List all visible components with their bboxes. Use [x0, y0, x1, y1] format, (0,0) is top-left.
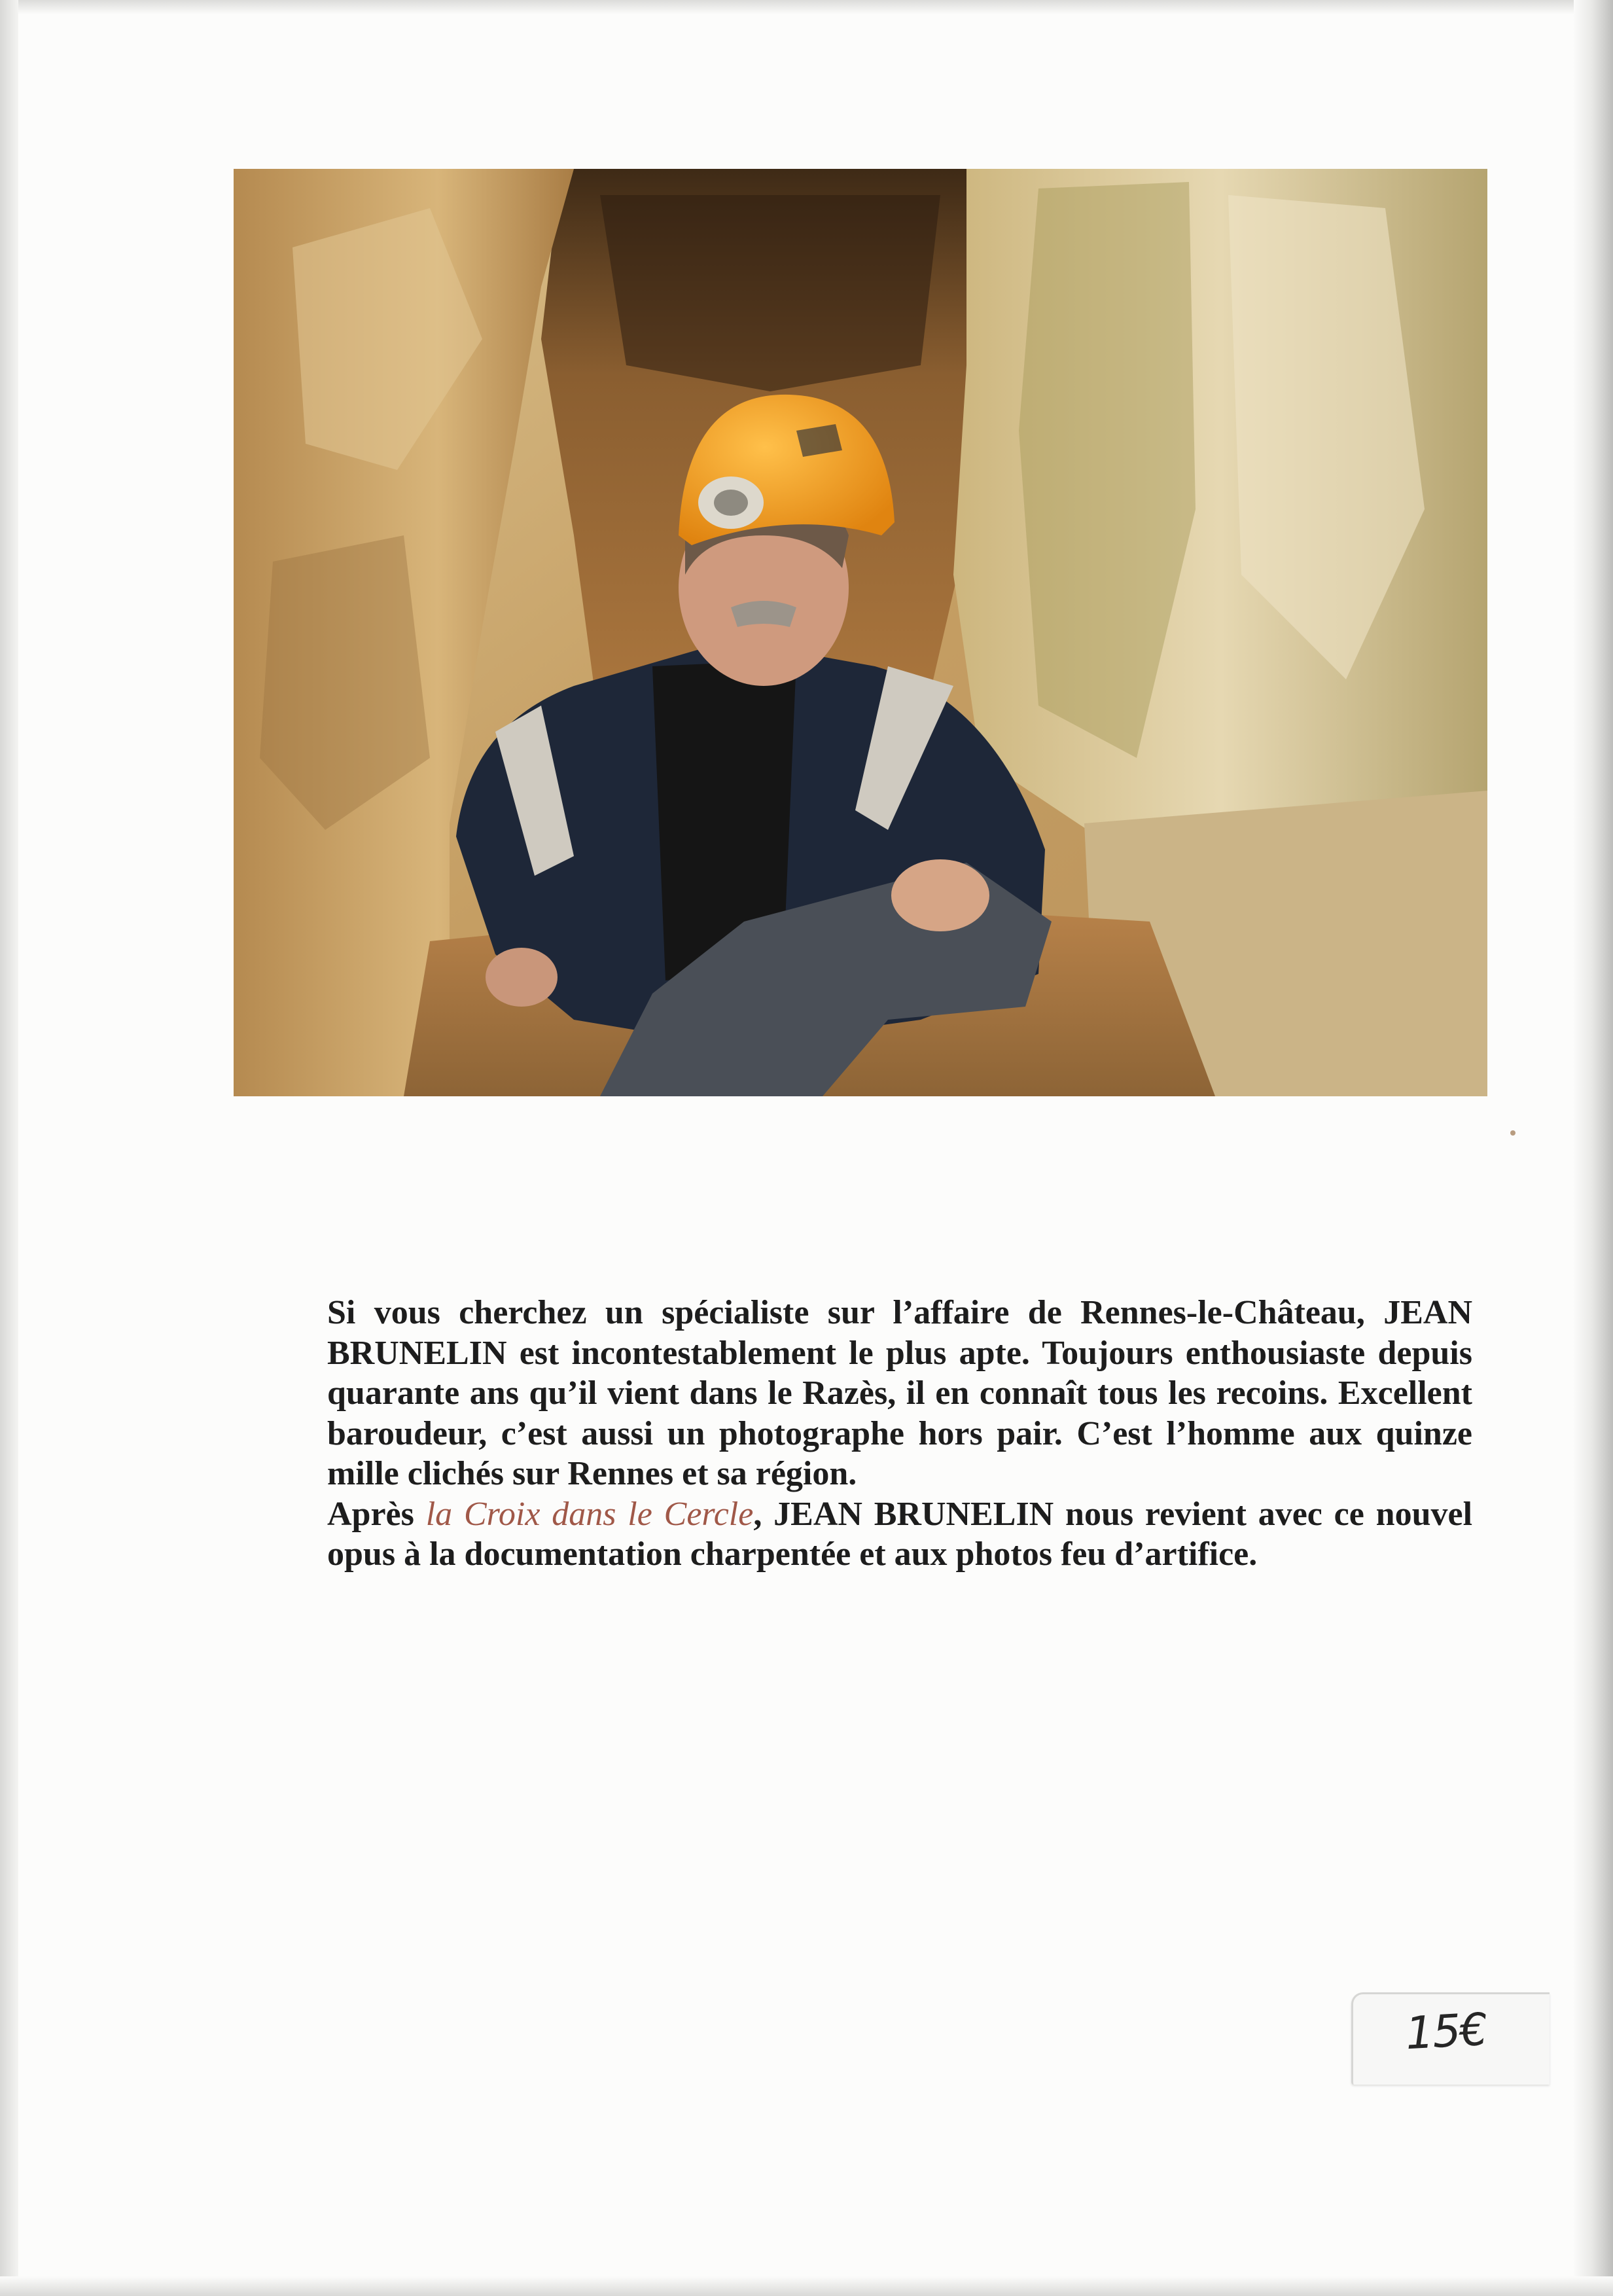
author-blurb — [327, 1293, 1472, 1575]
author-name: JEAN BRUNELIN — [327, 1294, 1472, 1372]
blurb-paragraph-2: Après la Croix dans le Cercle, JEAN BRUNELIN nous revient avec ce nouvel opus à la documentation charpentée et aux photos feu d’artifice. — [327, 1495, 1473, 1573]
author-cave-photo — [234, 169, 1487, 1096]
blurb-paragraph-1: Si vous cherchez un spécialiste sur l’affaire de Rennes-le-Château, JEAN BRUNELIN est incontestablement le plus apte. Toujours enthousiaste depuis quarante ans qu’il vient dans le Razès, il en connaît tous les recoins. Excellent baroudeur, c’est aussi un photographe hors pair. C’est l’homme aux quinze mille clichés sur Rennes et sa région. — [327, 1294, 1472, 1492]
scan-edge-bottom — [0, 2276, 1613, 2296]
author-name: JEAN BRUNELIN — [773, 1495, 1054, 1533]
photo-illustration — [234, 169, 1487, 1096]
price-sticker — [1351, 1992, 1550, 2085]
scan-edge-right — [1574, 0, 1613, 2296]
book-title-reference: la Croix dans le Cercle — [425, 1495, 754, 1533]
scan-speck — [1510, 1130, 1516, 1136]
price-label: 15€ — [1404, 2003, 1488, 2060]
scan-edge-top — [0, 0, 1613, 14]
scan-edge-left — [0, 0, 18, 2296]
